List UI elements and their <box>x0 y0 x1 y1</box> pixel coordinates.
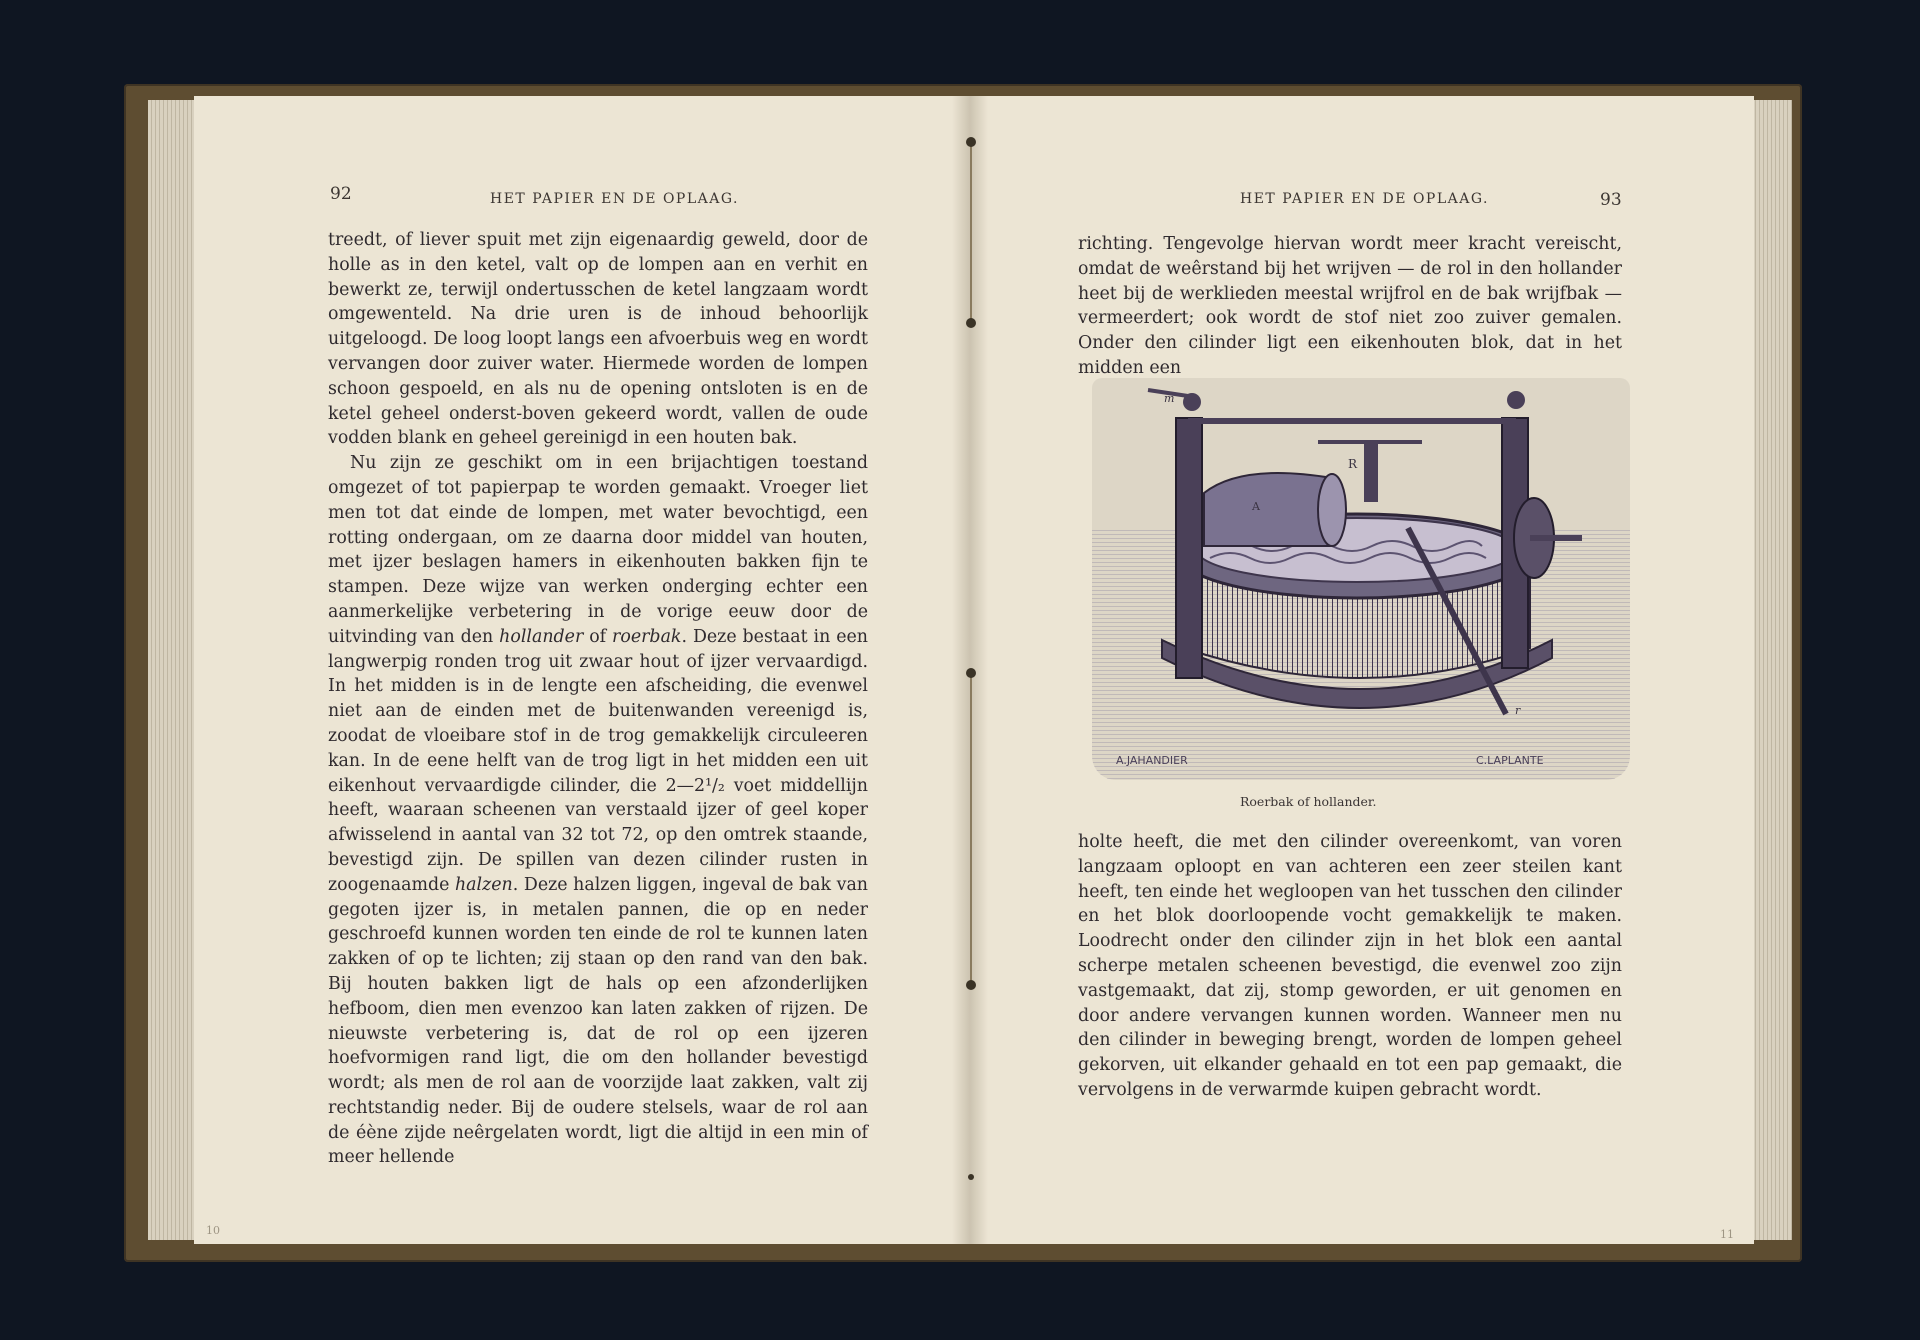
engraver-signature-right: C.LAPLANTE <box>1476 754 1544 767</box>
binding-thread <box>970 140 972 320</box>
text-run: of <box>583 626 613 647</box>
figure-label-m: m <box>1164 392 1175 405</box>
italic-term: roerbak <box>612 626 682 647</box>
binding-stitch <box>966 668 976 678</box>
left-page-body <box>328 228 868 1170</box>
paragraph: treedt, of liever spuit met zijn eigenaardig geweld, door de holle as in den ketel, valt op de lompen aan en verhit en bewerkt ze, terwijl ondertusschen de ketel langzaam wordt omgewenteld. Na drie uren is de inhoud behoorlijk uitgeloogd. De loog loopt langs een afvoerbuis weg en wordt vervangen door zuiver water. Hiermede worden de lompen schoon gespoeld, en als nu de opening ontsloten is en de ketel geheel onderst-boven gekeerd wordt, vallen de oude vodden blank en geheel gereinigd in een houten bak. <box>328 230 868 449</box>
text-run: . Deze halzen liggen, ingeval de bak van gegoten ijzer is, in metalen pannen, die op en neder geschroefd kunnen worden ten einde de rol te kunnen laten zakken of op te lichten; zij staan op den rand van den bak. Bij houten bakken ligt de hals op een afzonderlijken hefboom, dien men evenzoo kan laten zakken of rijzen. De nieuwste verbetering is, dat de rol op een ijzeren hoefvormigen rand ligt, die om den hollander bevestigd wordt; als men de rol aan de voorzijde laat zakken, valt zij rechtstandig neder. Bij de oudere stelsels, waar de rol aan de éène zijde neêrgelaten wordt, ligt die altijd in een min of meer hellende <box>328 874 869 1168</box>
italic-term: halzen <box>454 874 513 895</box>
page-edges-right <box>1748 100 1792 1240</box>
page-number-right: 93 <box>1600 190 1622 210</box>
paragraph: richting. Tengevolge hiervan wordt meer kracht vereischt, omdat de weêrstand bij het wrijven — de rol in den hollander heet bij de werklieden meestal wrijfrol en de bak wrijfbak — vermeerdert; ook wordt de stof niet zoo zuiver gemalen. Onder den cilinder ligt een eikenhouten blok, dat in het midden een <box>1078 234 1622 378</box>
page-number-left: 92 <box>330 184 352 204</box>
binding-stitch <box>966 318 976 328</box>
hollander-engraving <box>1092 378 1630 780</box>
text-run: . Deze bestaat in een langwerpig ronden trog uit zwaar hout of ijzer vervaardigd. In het midden is in de lengte een afscheiding, die evenwel niet aan de einden met de buitenwanden vereenigd is, zoodat de vloeibare stof in de trog gemakkelijk circuleeren kan. In de eene helft van de trog ligt in het midden een uit eikenhout vervaardigde cilinder, die 2—2¹/₂ voet middellijn heeft, waaraan scheenen van verstaald ijzer of geel koper afwisselend in aantal van 32 tot 72, op den omtrek staande, bevestigd zijn. De spillen van dezen cilinder rusten in zoogenaamde <box>328 626 869 895</box>
right-page-body-bottom <box>1078 830 1622 1103</box>
figure-label-R: R <box>1348 457 1358 471</box>
binding-stitch <box>968 1174 974 1180</box>
right-page-body-top <box>1078 232 1622 381</box>
signature-mark-left: 10 <box>206 1224 220 1237</box>
engraver-signature-left: A.JAHANDIER <box>1116 754 1188 767</box>
running-head-right: HET PAPIER EN DE OPLAAG. <box>1240 191 1489 207</box>
figure-label-A: A <box>1252 500 1260 513</box>
page-edges-left <box>148 100 198 1240</box>
figure-label-r: r <box>1515 704 1521 717</box>
figure-caption: Roerbak of hollander. <box>1240 794 1377 809</box>
paragraph: holte heeft, die met den cilinder overeenkomt, van voren langzaam oploopt en van achteren een zeer steilen kant heeft, ten einde het wegloopen van het tusschen den cilinder en het blok doorloopende vocht gemakkelijk te maken. Loodrecht onder den cilinder zijn in het blok een aantal scherpe metalen scheenen bevestigd, die evenwel zoo zijn vastgemaakt, dat zij, stomp geworden, er uit genomen en door andere vervangen kunnen worden. Wanneer men nu den cilinder in beweging brengt, worden de lompen geheel gekorven, uit elkander gehaald en tot een pap gemaakt, die vervolgens in de verwarmde kuipen gebracht wordt. <box>1078 832 1622 1100</box>
signature-mark-right: 11 <box>1720 1228 1734 1241</box>
binding-stitch <box>966 137 976 147</box>
paragraph <box>328 451 868 1170</box>
binding-stitch <box>966 980 976 990</box>
binding-thread <box>970 672 972 982</box>
italic-term: hollander <box>499 626 584 647</box>
hollander-illustration <box>1092 378 1630 780</box>
running-head-left: HET PAPIER EN DE OPLAAG. <box>490 191 739 207</box>
text-run: Nu zijn ze geschikt om in een brijachtigen toestand omgezet of tot papierpap te worden gemaakt. Vroeger liet men tot dat einde de lompen, met water bevochtigd, een rotting ondergaan, om ze daarna door middel van houten, met ijzer beslagen hamers in eikenhouten bakken fijn te stampen. Deze wijze van werken onderging echter een aanmerkelijke verbetering in de vorige eeuw door de uitvinding van den <box>328 453 868 647</box>
